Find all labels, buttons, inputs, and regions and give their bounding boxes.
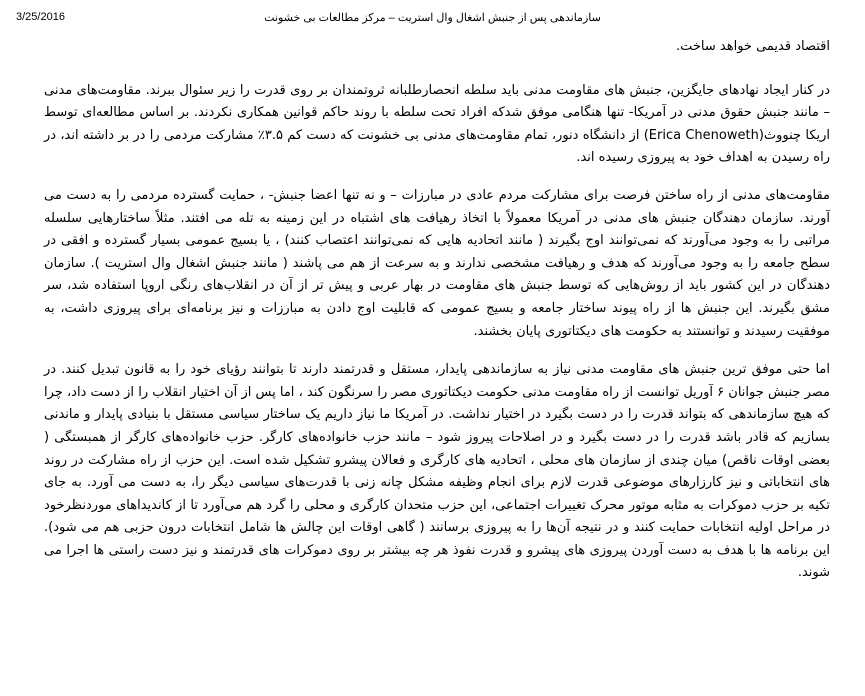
paragraph: اقتصاد قدیمی خواهد ساخت.	[675, 39, 830, 54]
article-body	[44, 36, 830, 585]
paragraph: اما حتی موفق ترین جنبش های مقاومت مدنی نیاز به سازماندهی پایدار، مستقل و قدرتمند دارند تا بتوانند رؤیای خود را به قانون تبدیل کنند. در مصر جنبش جوانان ۶ آوریل توانست از راه مقاومت مدنی حکومت دیکتاتوری مصر را سرنگون کند ، اما پس از آن اختیار انقلاب را از دست داد، چرا که هیچ سازماندهی که بتواند قدرت را در دست بگیرد در اختیار نداشت. در آمریکا ما نیاز داریم یک ساختار سیاسی مستقل با بنیادی پایدار و ماندنی بسازیم که قادر باشد قدرت را در دست بگیرد و در اصلاحات پیروز شود – مانند حزب خانواده‌های کارگر. حزب خانواده‌های کارگر از همبستگی ( بعضی اوقات ناقص) میان چندی از سازمان های محلی ، اتحادیه های کارگری و فعالان پیشرو تشکیل شده است. این حزب از راه مشارکت در روند های انتخاباتی و نیز کارزارهای موضوعی قدرت لازم برای انجام وظیفه مشکل چانه زنی با قدرت‌های سیاسی دیگر را، به دست می آورد. به جای تکیه بر حزب دموکرات به مثابه موتور محرک تغییرات اجتماعی، این حزب متحدان کارگری و محلی را گرد هم می‌آورد تا از کاندیداهای موردنظرخود در مراحل اولیه انتخابات حمایت کنند و در نتیجه آن‌ها را به پیروزی برسانند ( گاهی اوقات این چالش ها شامل انتخابات درون حزبی هم می شود). این برنامه ها با هدف به دست آوردن پیروزی های پیشرو و قدرت نفوذ هر چه بیشتر بر روی دموکرات های قدرتمند و نیز دست راستی ها اجرا می شوند.	[44, 362, 830, 581]
page-header	[16, 9, 849, 27]
paragraph: مقاومت‌های مدنی از راه ساختن فرصت برای مشارکت مردم عادی در مبارزات – و نه تنها اعضا جنبش- ، حمایت گسترده مردمی را به دست می آورند. سازمان دهندگان جنبش های مدنی در آمریکا معمولاً با اتخاذ رهیافت های اشتباه در این زمینه به تله می افتند. مثلاً ساختارهایی سلسله مراتبی را به وجود می‌آورند که نمی‌توانند اوج بگیرند ( مانند اتحادیه هایی که نمی‌توانند اعتصاب کنند) ، یا بسیج عمومی بسیار گسترده و افقی در سطح جامعه را به وجود می‌آورند که هدف و رهیافت مشخصی ندارند و به سرعت از هم می پاشند ( مانند جنبش اشغال وال استریت ). سازمان دهندگان در این کشور باید از روش‌هایی که توسط جنبش های مقاومت در بهار عربی و پیش تر از آن در انقلاب‌های رنگی اروپا استفاده شد، سر مشق بگیرند. این جنبش ها از راه پیوند ساختار جامعه و بسیج عمومی که قابلیت اوج دادن به مبارزات و نیز برنامه‌ای برای پیروزی داشت، به موفقیت رسیدند و توانستند به حکومت های دیکتاتوری پایان بخشند.	[44, 187, 830, 339]
paragraph: در کنار ایجاد نهادهای جایگزین، جنبش های مقاومت مدنی باید سلطه انحصارطلبانه ثروتمندان بر روی قدرت را زیر سئوال ببرند. مقاومت‌های مدنی – مانند جنبش حقوق مدنی در آمریکا- تنها هنگامی موفق شدکه افراد تحت سلطه با روند حاکم قوانین همکاری نکردند. بر اساس مطالعه‌ای توسط اریکا چنووث(Erica Chenoweth) از دانشگاه دنور، تمام مقاومت‌های مدنی بی خشونت که دست کم ۳.۵٪ مشارکت مردمی را در بر داشته اند، در راه رسیدن به اهداف خود به پیروزی رسیده اند.	[44, 82, 831, 166]
header-title: سازماندهی پس از جنبش اشغال وال استریت – مرکز مطالعات بی خشونت	[264, 12, 601, 24]
header-date: 3/25/2016	[16, 11, 65, 23]
